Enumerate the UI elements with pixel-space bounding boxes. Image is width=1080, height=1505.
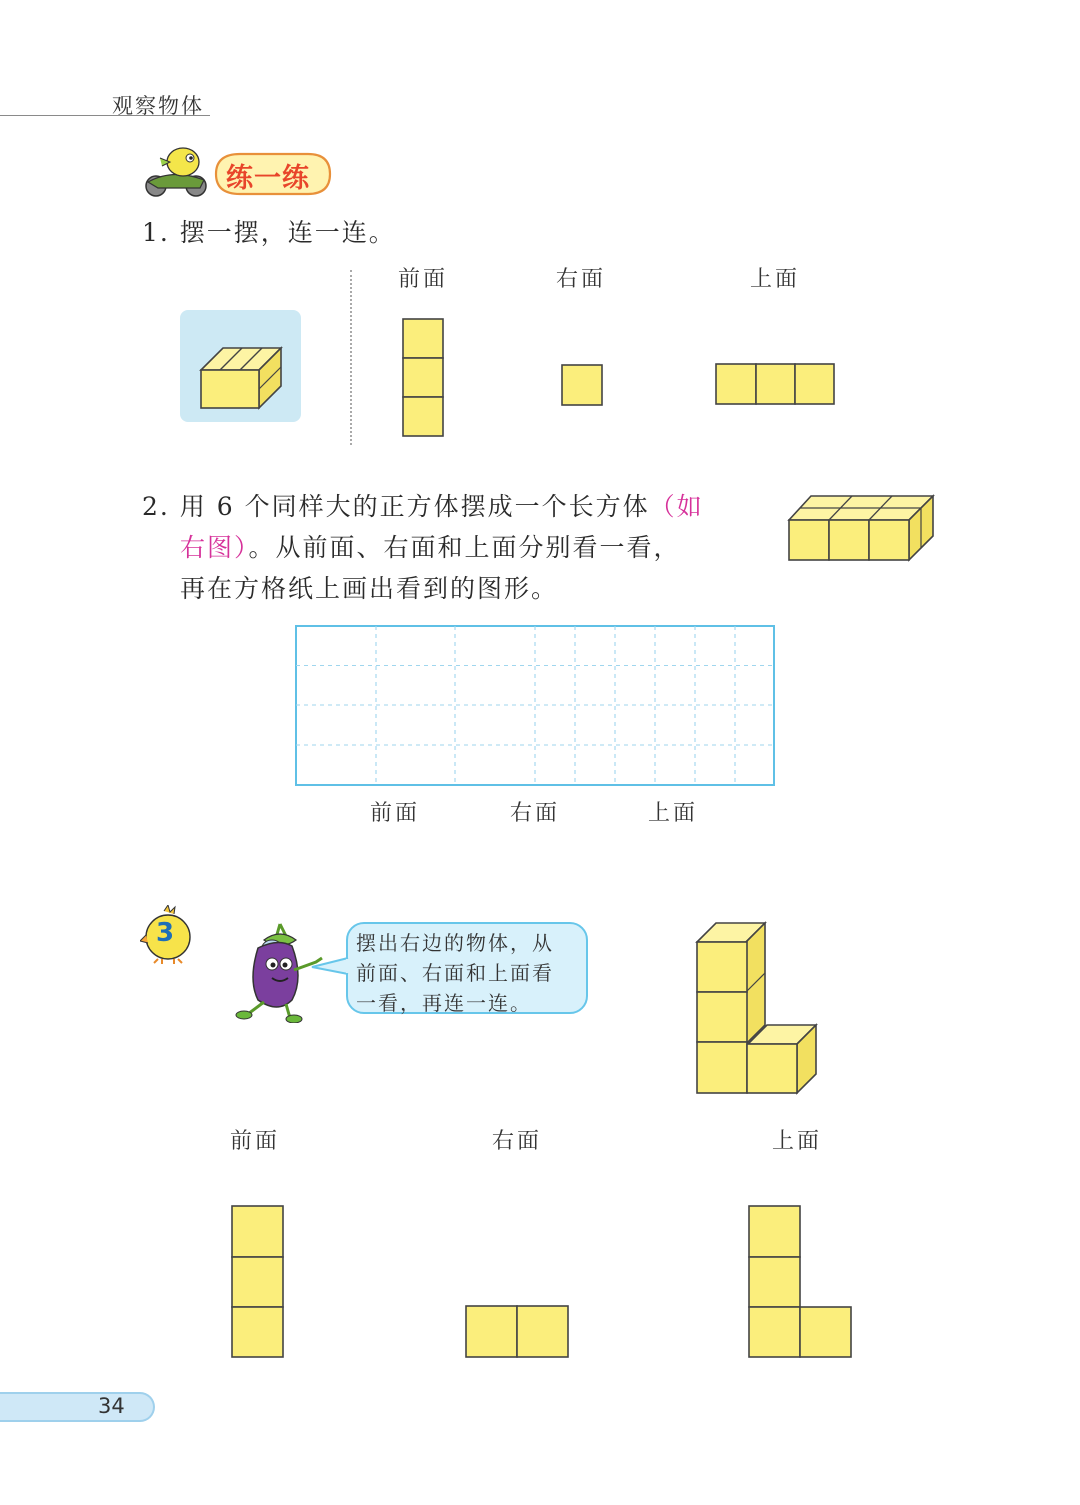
q2-label-front: 前面 [370,801,421,826]
q1-separator [350,270,352,445]
q2-line1-text: 2. 用 6 个同样大的正方体摆成一个长方体 [142,492,650,521]
q3-label-top: 上面 [772,1129,823,1154]
q1-label-front: 前面 [398,267,449,292]
q1-view-single-square [561,364,605,408]
q2-line1 [142,486,704,527]
q1-view-horizontal-three [715,363,837,407]
page-number: 34 [98,1394,125,1418]
q3-view-l-shape [747,1204,855,1360]
q2-line1-paren: （如 [649,492,704,521]
q1-label-right: 右面 [556,267,607,292]
q2-label-top: 上面 [648,801,699,826]
chapter-title: 观察物体 [112,94,204,118]
q2-line2-text: 。从前面、右面和上面分别看一看， [248,533,681,562]
q3-speech-bubble [346,922,588,1014]
q2-grid-paper [294,624,778,788]
page-number-tab [0,1392,155,1422]
q3-view-vertical-three [230,1204,286,1360]
q2-line2 [180,527,681,568]
q3-bubble-line1: 摆出右边的物体，从 [356,931,554,955]
q3-view-horizontal-two [464,1304,572,1360]
q1-view-vertical-three [402,318,446,440]
q1-object-three-cubes [180,310,301,422]
header-divider [0,115,210,116]
q3-bubble-tail [310,955,350,977]
q3-label-front: 前面 [230,1129,281,1154]
q1-text: 1. 摆一摆，连一连。 [142,218,396,247]
q1-label-top: 上面 [750,267,801,292]
q2-line3: 再在方格纸上画出看到的图形。 [180,574,559,603]
q3-label-right: 右面 [492,1129,543,1154]
q3-bubble-line3: 一看，再连一连。 [356,991,532,1015]
q2-label-right: 右面 [510,801,561,826]
q2-cuboid-six-cubes [786,492,936,564]
q3-bubble-line2: 前面、右面和上面看 [356,961,554,985]
q3-l-shaped-object [694,920,822,1098]
mascot-motorcycle-icon [146,148,206,196]
q2-line2-paren: 右图） [180,533,249,562]
practice-badge-label: 练一练 [226,163,310,194]
q3-number: 3 [156,918,175,948]
